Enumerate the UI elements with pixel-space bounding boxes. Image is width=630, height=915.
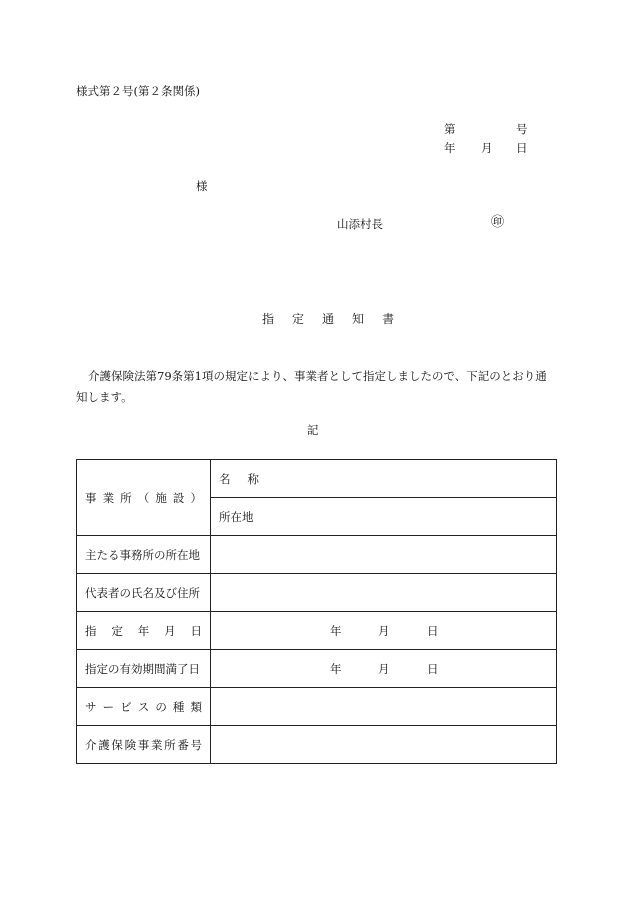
designation-table xyxy=(76,459,557,764)
office-number-label: 介 護 保 険 事 業 所 番 号 xyxy=(85,737,202,752)
title-char: 定 xyxy=(292,312,305,326)
title-char: 指 xyxy=(262,312,275,326)
recipient-suffix: 様 xyxy=(196,179,208,193)
service-type-value[interactable] xyxy=(211,688,557,726)
main-office-label: 主たる事務所の所在地 xyxy=(77,536,211,574)
office-label-cell xyxy=(77,460,211,536)
designation-date-label-cell xyxy=(77,612,211,650)
office-name-label: 名 称 xyxy=(219,471,259,486)
date-month: 月 xyxy=(481,141,493,155)
title-char: 書 xyxy=(382,312,395,326)
body-text: 介護保険法第79条第1項の規定により、事業者として指定しましたので、下記のとおり通知します。 xyxy=(76,369,547,404)
representative-label: 代表者の氏名及び住所 xyxy=(77,574,211,612)
form-id: 様式第２号(第２条関係) xyxy=(76,84,200,98)
office-address-cell[interactable] xyxy=(211,498,557,536)
service-type-label: サ ー ビ ス の 種 類 xyxy=(85,699,202,714)
expiry-label: 指定の有効期間満了日 xyxy=(77,650,211,688)
seal-mark: ㊞ xyxy=(491,215,505,230)
designation-date-value[interactable]: 年 月 日 xyxy=(211,612,557,650)
representative-value[interactable] xyxy=(211,574,557,612)
ki-heading: 記 xyxy=(307,423,319,437)
designation-date-label: 指 定 年 月 日 xyxy=(85,623,202,638)
service-type-label-cell xyxy=(77,688,211,726)
office-number-label-cell xyxy=(77,726,211,764)
issuer-name: 山添村長 xyxy=(337,217,383,231)
date-year: 年 xyxy=(444,141,456,155)
date-day: 日 xyxy=(516,141,528,155)
office-name-cell[interactable] xyxy=(211,460,557,498)
office-address-label: 所在地 xyxy=(219,509,254,524)
office-label: 事 業 所 （ 施 設 ） xyxy=(85,490,202,505)
office-number-value[interactable] xyxy=(211,726,557,764)
number-prefix: 第 xyxy=(444,122,456,136)
title-char: 知 xyxy=(352,312,365,326)
number-suffix: 号 xyxy=(516,122,528,136)
document-title xyxy=(262,313,394,325)
title-char: 通 xyxy=(322,312,335,326)
main-office-value[interactable] xyxy=(211,536,557,574)
expiry-date-value[interactable]: 年 月 日 xyxy=(211,650,557,688)
